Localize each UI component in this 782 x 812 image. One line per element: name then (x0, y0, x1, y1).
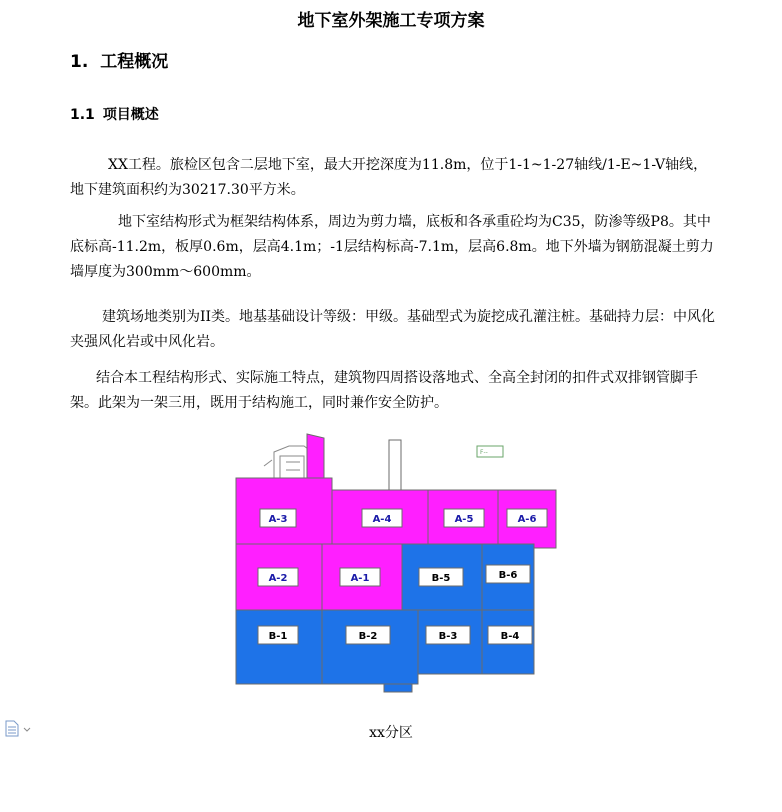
zone-label-b6: B-6 (498, 570, 518, 581)
heading-1-1-number: 1.1 (70, 107, 95, 123)
paragraph-structure: 地下室结构形式为框架结构体系，周边为剪力墙，底板和各承重砼均为C35，防渗等级P8。其中底标高-11.2m，板厚0.6m，层高4.1m；-1层结构标高-7.1m，层高6.8m。地下外墙为钢筋混凝土剪力墙厚度为300mm～600mm。 (70, 214, 714, 280)
zone-label-b1: B-1 (268, 631, 288, 642)
zone-b2 (322, 610, 418, 684)
document-icon[interactable] (4, 720, 34, 738)
zone-b1 (236, 610, 322, 684)
heading-1-number: 1. (70, 52, 89, 72)
zone-label-a1: A-1 (350, 573, 370, 584)
zoning-plan-figure (234, 432, 558, 694)
heading-1 (70, 47, 168, 72)
zone-label-b3: B-3 (438, 631, 458, 642)
zone-label-b2: B-2 (358, 631, 378, 642)
heading-1-1-text: 项目概述 (102, 107, 159, 123)
zone-label-a4: A-4 (372, 514, 392, 525)
zone-label-b5: B-5 (431, 573, 451, 584)
paragraph-overview: XX工程。旅检区包含二层地下室，最大开挖深度为11.8m，位于1-1~1-27轴线/1-E~1-V轴线，地下建筑面积约为30217.30平方米。 (70, 157, 708, 198)
zone-label-a2: A-2 (268, 573, 288, 584)
heading-1-text: 工程概况 (100, 52, 169, 72)
document-title: 地下室外架施工专项方案 (297, 11, 485, 31)
svg-text:F--: F-- (480, 449, 488, 456)
paragraph-scaffold: 结合本工程结构形式、实际施工特点，建筑物四周搭设落地式、全高全封闭的扣件式双排钢管脚手架。此架为一架三用，既用于结构施工，同时兼作安全防护。 (70, 370, 698, 411)
zone-label-a3: A-3 (268, 514, 288, 525)
zone-label-a6: A-6 (517, 514, 537, 525)
heading-1-1 (70, 104, 159, 124)
figure-caption: xx分区 (369, 725, 413, 741)
zone-label-b4: B-4 (500, 631, 520, 642)
zone-label-a5: A-5 (454, 514, 474, 525)
paragraph-site: 建筑场地类别为II类。地基基础设计等级：甲级。基础型式为旋挖成孔灌注桩。基础持力层：中风化夹强风化岩或中风化岩。 (70, 309, 716, 350)
